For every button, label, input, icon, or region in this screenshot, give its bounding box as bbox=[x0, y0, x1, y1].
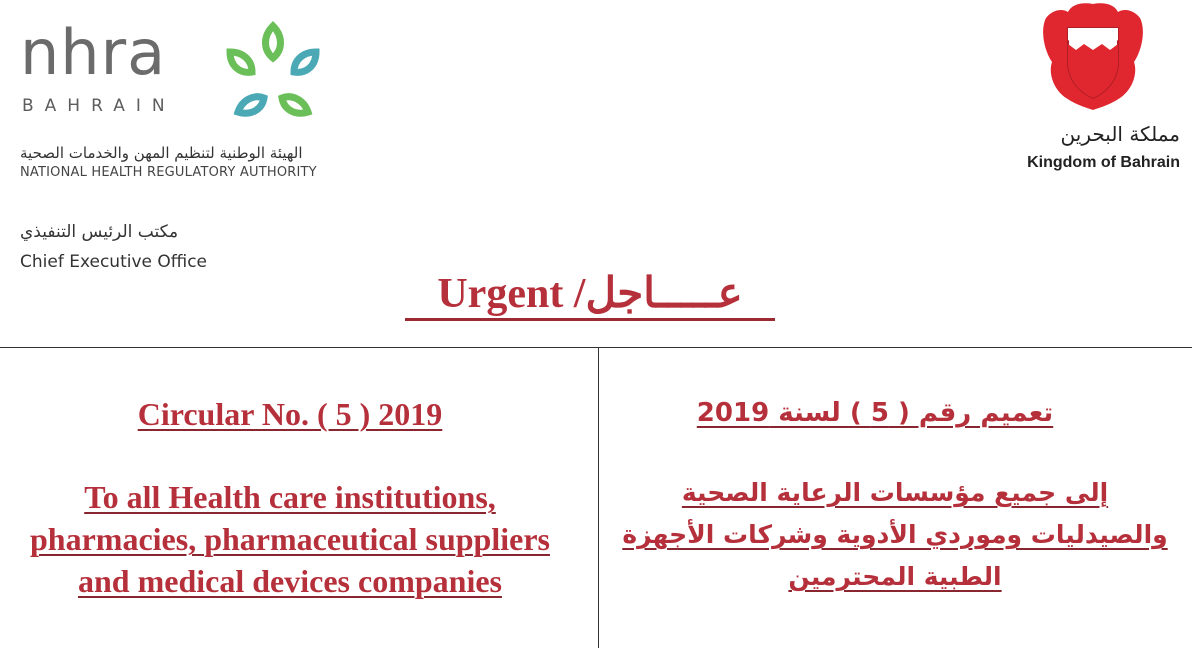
kingdom-name-english: Kingdom of Bahrain bbox=[1027, 154, 1180, 171]
kingdom-name-arabic: مملكة البحرين bbox=[1060, 122, 1180, 146]
addressee-arabic: إلى جميع مؤسسات الرعاية الصحية والصيدليات وموردي الأدوية وشركات الأجهزة الطبية المحترمين bbox=[622, 478, 1168, 591]
urgent-title: Urgent /عـــــاجل bbox=[405, 270, 775, 321]
bahrain-emblem-icon bbox=[1038, 0, 1148, 112]
addressee-english: To all Health care institutions, pharmacies, pharmaceutical suppliers and medical devices companies bbox=[30, 479, 550, 599]
circular-number-arabic: تعميم رقم ( 5 ) لسنة 2019 bbox=[696, 398, 1054, 428]
authority-name-arabic: الهيئة الوطنية لتنظيم المهن والخدمات الصحية bbox=[20, 144, 303, 162]
authority-name-english: NATIONAL HEALTH REGULATORY AUTHORITY bbox=[20, 165, 317, 180]
office-name-arabic: مكتب الرئيس التنفيذي bbox=[20, 222, 179, 242]
nhra-wordmark: nhra bbox=[20, 16, 167, 89]
nhra-flower-logo-icon bbox=[208, 12, 338, 142]
horizontal-divider bbox=[0, 347, 1192, 348]
nhra-bahrain-label: BAHRAIN bbox=[22, 96, 176, 116]
vertical-divider bbox=[598, 347, 599, 648]
office-name-english: Chief Executive Office bbox=[20, 252, 208, 272]
circular-number-english: Circular No. ( 5 ) 2019 bbox=[137, 396, 443, 432]
